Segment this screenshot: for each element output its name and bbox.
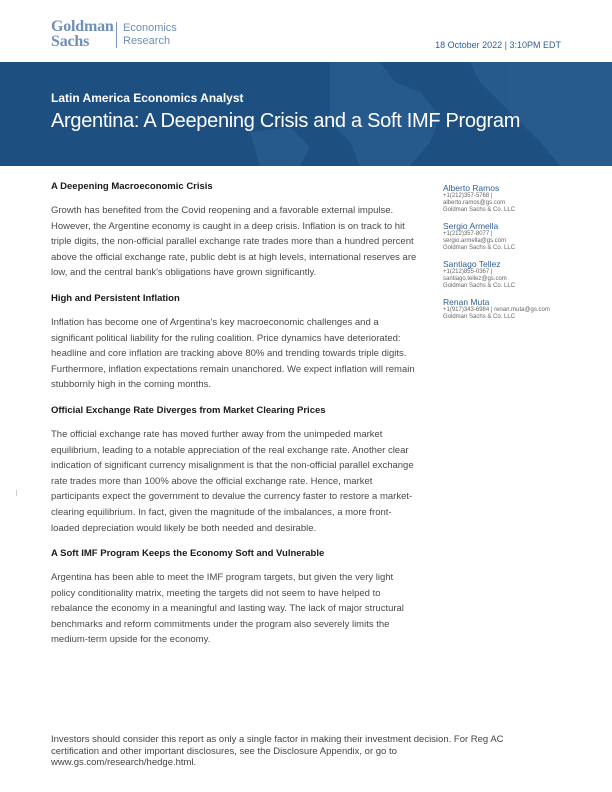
margin-mark: [16, 490, 17, 496]
author-email[interactable]: sergio.armella@gs.com: [443, 238, 507, 244]
research-unit-label: [123, 22, 177, 48]
logo-line-1: Goldman: [51, 18, 114, 35]
section-imf-program: [51, 548, 417, 648]
disclosure-footer: Investors should consider this report as only a single factor in making their investment decision. For Reg AC certification and other important disclosures, see the Disclosure Appendix, or go to www.gs.com/research/hedge.html.: [51, 734, 504, 769]
author-firm: Goldman Sachs & Co. LLC: [443, 245, 516, 251]
report-body: [51, 181, 417, 660]
author-phone: +1(212)855-0367 |: [443, 269, 493, 275]
section-heading: A Deepening Macroeconomic Crisis: [51, 181, 213, 192]
section-paragraph: Argentina has been able to meet the IMF program targets, but given the very light policy conditionality matrix, meeting the targets did not seem to have helped to rebalance the economy in a meaningful and lasting way. The lack of major structural benchmarks and reform commitments under the program also severely limits the medium-term upside for the economy.: [51, 572, 404, 646]
section-heading: High and Persistent Inflation: [51, 292, 180, 304]
unit-line-1: Economics: [123, 22, 177, 34]
author-email[interactable]: santiago.tellez@gs.com: [443, 276, 507, 282]
author-firm: Goldman Sachs & Co. LLC: [443, 283, 516, 289]
title-banner: [0, 62, 612, 166]
section-inflation: [51, 293, 417, 393]
page-header: [0, 0, 612, 62]
section-paragraph: Inflation has become one of Argentina's key macroeconomic challenges and a significant political liability for the ruling coalition. Price dynamics have deteriorated: headline and core inflation are tracking above 80% and trending towards triple digits. Furthermore, inflation expectations remain unanchored. We expect inflation will remain stubbornly high in the coming months.: [51, 316, 415, 391]
author-name: Renan Muta: [443, 297, 490, 307]
author-firm: Goldman Sachs & Co. LLC: [443, 207, 516, 213]
author-name: Sergio Armella: [443, 221, 499, 231]
author-phone: +1(212)357-5768 |: [443, 193, 493, 199]
author-phone-email[interactable]: +1(917)343-6984 | renan.muta@gs.com: [443, 307, 550, 313]
author-list: [443, 183, 573, 328]
publication-date: 18 October 2022 | 3:10PM EDT: [435, 40, 561, 50]
section-heading: A Soft IMF Program Keeps the Economy Soft and Vulnerable: [51, 548, 325, 560]
series-name: Latin America Economics Analyst: [51, 91, 244, 105]
author-entry: [443, 221, 573, 252]
unit-line-2: Research: [123, 35, 171, 47]
section-crisis: [51, 181, 417, 281]
author-entry: [443, 297, 573, 321]
author-firm: Goldman Sachs & Co. LLC: [443, 314, 516, 320]
author-name: Santiago Tellez: [443, 259, 501, 269]
logo-line-2: Sachs: [51, 33, 90, 50]
author-name: Alberto Ramos: [443, 183, 500, 193]
section-paragraph: Growth has benefited from the Covid reopening and a favorable external impulse. However, the Argentine economy is caught in a deep crisis. Inflation is on track to hit triple digits, the non-official parallel exchange rate trades more than a hundred percent above the official exchange rate, public debt is at high levels, international reserves are low, and the central bank's obligations have grown significantly.: [51, 205, 417, 279]
author-entry: [443, 183, 573, 214]
report-title: Argentina: A Deepening Crisis and a Soft IMF Program: [51, 110, 521, 132]
author-phone: +1(212)357-8077 |: [443, 231, 493, 237]
goldman-sachs-logo: [51, 19, 114, 49]
section-heading: Official Exchange Rate Diverges from Market Clearing Prices: [51, 404, 326, 416]
logo-divider: [116, 22, 117, 48]
author-email[interactable]: alberto.ramos@gs.com: [443, 200, 506, 206]
section-paragraph: The official exchange rate has moved further away from the unimpeded market equilibrium, leading to a notable appreciation of the real exchange rate. Another clear indication of significant currency misalignment is that the non-official parallel exchange rate trades more than 100% above the official exchange rate. Hence, market participants expect the government to devalue the currency faster to restore a market-clearing equilibrium. In fact, given the magnitude of the imbalances, a more front-loaded depreciation would likely be both needed and desirable.: [51, 428, 414, 534]
author-entry: [443, 259, 573, 290]
section-exchange-rate: [51, 405, 417, 536]
